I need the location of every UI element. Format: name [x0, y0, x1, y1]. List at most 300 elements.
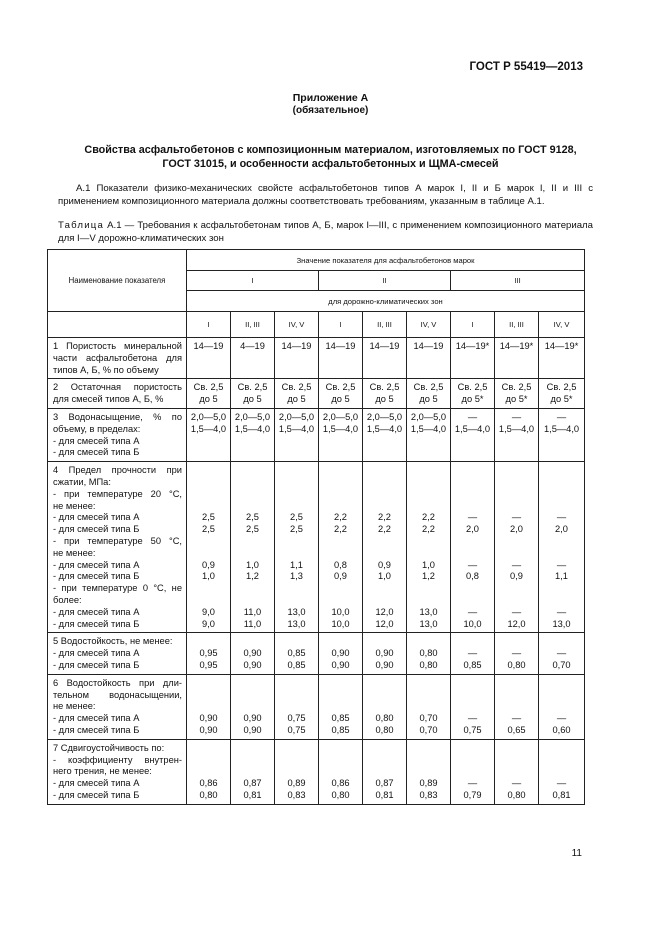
value-cell [187, 674, 231, 739]
cell-value: 0,89 [287, 778, 306, 789]
cell-value: 0,80 [375, 713, 394, 724]
cell-value [275, 536, 318, 548]
cell-value [407, 690, 450, 702]
cell-value: 1,5—4,0 [410, 423, 447, 434]
row-label [48, 633, 187, 674]
cell-value [495, 536, 538, 548]
cell-value [495, 595, 538, 607]
row-label-line: - для смесей типа А [53, 606, 140, 617]
value-cell [539, 633, 585, 674]
value-cell [407, 739, 451, 804]
cell-value [539, 755, 584, 767]
cell-value: 9,0 [202, 606, 215, 617]
cell-value [363, 477, 406, 489]
cell-value: 1,2 [422, 571, 435, 582]
zones-header: для дорожно-климатических зон [187, 291, 585, 312]
cell-value: 1,0 [202, 571, 215, 582]
cell-value: 14—19* [499, 341, 534, 351]
cell-value: 12,0 [507, 618, 526, 629]
cell-value: 11,0 [243, 618, 262, 629]
cell-value [187, 477, 230, 489]
cell-value [495, 583, 538, 595]
row-label-line: не менее: [53, 701, 96, 712]
cell-value [187, 465, 230, 477]
grade-header-3: III [451, 271, 585, 291]
cell-value [187, 536, 230, 548]
value-cell [495, 462, 539, 633]
table-caption [58, 219, 593, 245]
value-cell [319, 379, 363, 409]
cell-value: 9,0 [202, 618, 215, 629]
cell-value [231, 489, 274, 501]
requirements-table [47, 249, 585, 805]
row-label-line: более: [53, 594, 82, 605]
value-cell [495, 338, 539, 379]
cell-value: 0,90 [199, 724, 218, 735]
row-label-line: 2 Остаточная пористость [53, 382, 182, 393]
cell-value: 0,9 [510, 571, 523, 582]
zone-header: I [451, 312, 495, 338]
cell-value: 2,5 [246, 524, 259, 535]
annex-subtitle: (обязательное) [292, 105, 369, 116]
value-cell [407, 379, 451, 409]
cell-value [231, 595, 274, 607]
cell-value: 2,2 [378, 512, 391, 523]
cell-value: до 5 [243, 394, 262, 405]
row-label-line: - для смесей типа А [53, 559, 140, 570]
cell-value [319, 678, 362, 690]
row-label-line: 4 Предел прочности при [53, 465, 182, 476]
cell-value: 1,1 [290, 559, 303, 570]
cell-value: Св. 2,5 [546, 382, 577, 393]
cell-value [231, 465, 274, 477]
row-label-line: - для смесей типа Б [53, 524, 140, 535]
value-cell [275, 739, 319, 804]
cell-value [275, 701, 318, 713]
cell-value [187, 501, 230, 513]
cell-value: 0,80 [375, 724, 394, 735]
cell-value: 0,85 [331, 724, 350, 735]
value-cell [275, 674, 319, 739]
cell-value [231, 536, 274, 548]
value-cell [275, 462, 319, 633]
cell-value [451, 536, 494, 548]
cell-value: — [467, 606, 478, 617]
row-label-line: - для смесей типа Б [53, 724, 140, 735]
cell-value: 1,5—4,0 [234, 423, 271, 434]
cell-value: 2,5 [202, 524, 215, 535]
cell-value [407, 548, 450, 560]
cell-value [275, 548, 318, 560]
zone-header: II, III [231, 312, 275, 338]
cell-value: 0,90 [243, 724, 262, 735]
cell-value: 0,90 [375, 659, 394, 670]
value-cell [407, 674, 451, 739]
cell-value: 2,2 [378, 524, 391, 535]
cell-value: 13,0 [287, 618, 306, 629]
cell-value [407, 755, 450, 767]
main-title-line-1: Свойства асфальтобетонов с композиционным материалом, изготовляемых по ГОСТ 9128, [84, 144, 577, 156]
cell-value [495, 548, 538, 560]
cell-value [363, 766, 406, 778]
cell-value [187, 755, 230, 767]
cell-value: 2,0—5,0 [278, 411, 315, 422]
value-cell [187, 633, 231, 674]
row-label-line: него трения, не менее: [53, 766, 152, 777]
cell-value [231, 690, 274, 702]
value-cell [187, 338, 231, 379]
cell-value [407, 743, 450, 755]
row-label [48, 379, 187, 409]
cell-value: 2,5 [290, 524, 303, 535]
cell-value: Св. 2,5 [501, 382, 532, 393]
cell-value: — [467, 411, 478, 422]
cell-value [451, 548, 494, 560]
cell-value [231, 548, 274, 560]
value-cell [275, 408, 319, 461]
table-row [48, 633, 585, 674]
cell-value [451, 743, 494, 755]
cell-value: 1,5—4,0 [278, 423, 315, 434]
cell-value: — [511, 559, 522, 570]
cell-value: 2,0—5,0 [234, 411, 271, 422]
cell-value [451, 678, 494, 690]
cell-value: 0,80 [507, 789, 526, 800]
zone-header: II, III [363, 312, 407, 338]
cell-value [363, 595, 406, 607]
cell-value: 0,75 [287, 713, 306, 724]
row-label-line: - для смесей типа А [53, 713, 140, 724]
row-label-line: - для смесей типа А [53, 435, 140, 446]
cell-value [275, 489, 318, 501]
value-cell [451, 462, 495, 633]
cell-value [407, 701, 450, 713]
cell-value [451, 755, 494, 767]
cell-value [451, 489, 494, 501]
row-label-line: 1 Пористость минеральной [53, 341, 182, 351]
cell-value [319, 501, 362, 513]
cell-value: Св. 2,5 [369, 382, 400, 393]
grade-header-1: I [187, 271, 319, 291]
row-label [48, 408, 187, 461]
cell-value: — [556, 559, 567, 570]
cell-value: 1,5—4,0 [322, 423, 359, 434]
value-cell [231, 408, 275, 461]
cell-value [451, 690, 494, 702]
cell-value [539, 489, 584, 501]
cell-value: 0,90 [331, 648, 350, 659]
cell-value: 1,0 [378, 571, 391, 582]
cell-value: 0,90 [243, 713, 262, 724]
cell-value: 2,0 [555, 524, 568, 535]
row-label-line: - для смесей типа Б [53, 447, 140, 458]
cell-value: Св. 2,5 [325, 382, 356, 393]
value-cell [363, 338, 407, 379]
cell-value: 0,86 [199, 778, 218, 789]
cell-value: 0,8 [334, 559, 347, 570]
cell-value [231, 583, 274, 595]
cell-value [319, 548, 362, 560]
row-label-line: 6 Водостойкость при дли- [53, 677, 182, 688]
annex-title: Приложение А [292, 92, 369, 104]
cell-value: 0,70 [419, 724, 438, 735]
cell-value: — [511, 648, 522, 659]
cell-value [231, 477, 274, 489]
cell-value: 0,75 [463, 724, 482, 735]
cell-value: 4—19 [240, 341, 265, 351]
value-cell [275, 633, 319, 674]
cell-value [231, 636, 274, 648]
cell-value [495, 690, 538, 702]
table-caption-text: А.1 — Требования к асфальтобетонам типов А, Б, марок I—III, с применением композиционного материала для I—V дорожно-климатических зон [58, 220, 593, 244]
cell-value: 1,3 [290, 571, 303, 582]
cell-value: 1,5—4,0 [366, 423, 403, 434]
cell-value [539, 595, 584, 607]
cell-value [407, 583, 450, 595]
cell-value: — [556, 648, 567, 659]
value-cell [231, 379, 275, 409]
cell-value [539, 477, 584, 489]
cell-value [187, 690, 230, 702]
cell-value [539, 465, 584, 477]
cell-value [363, 583, 406, 595]
cell-value: — [467, 512, 478, 523]
value-cell [275, 338, 319, 379]
cell-value: 13,0 [419, 606, 438, 617]
cell-value [275, 477, 318, 489]
row-label-line: для смесей типов А, Б, % [53, 394, 164, 405]
value-cell [451, 739, 495, 804]
value-cell [275, 379, 319, 409]
cell-value: 0,90 [375, 648, 394, 659]
cell-value [363, 536, 406, 548]
cell-value [495, 636, 538, 648]
cell-value: 1,5—4,0 [498, 423, 535, 434]
cell-value: — [467, 713, 478, 724]
cell-value [495, 766, 538, 778]
cell-value: 10,0 [331, 618, 350, 629]
cell-value [539, 536, 584, 548]
row-label-line: типов А, Б, % по объему [53, 364, 159, 375]
cell-value: 11,0 [243, 606, 262, 617]
table-row [48, 379, 585, 409]
value-cell [451, 379, 495, 409]
cell-value: 0,85 [331, 713, 350, 724]
cell-value: — [556, 606, 567, 617]
cell-value [539, 690, 584, 702]
paragraph-a1: А.1 Показатели физико-механических свойсте асфальтобетонов типов А марок I, II и Б марок I, II и III с применением композиционного материала должны соответствовать требованиям, указанным в таблице А.1. [58, 183, 593, 207]
value-cell [407, 633, 451, 674]
cell-value [451, 501, 494, 513]
cell-value [231, 743, 274, 755]
table-caption-label: Таблица [58, 220, 105, 231]
cell-value [539, 548, 584, 560]
table-row [48, 462, 585, 633]
zone-header: IV, V [275, 312, 319, 338]
value-cell [231, 462, 275, 633]
cell-value: до 5 [419, 394, 438, 405]
cell-value: 14—19* [455, 341, 490, 351]
cell-value [363, 690, 406, 702]
value-cell [451, 338, 495, 379]
row-label-line: - для смесей типа А [53, 648, 140, 659]
table-row [48, 338, 585, 379]
main-title-line-2: ГОСТ 31015, и особенности асфальтобетонных и ЩМА-смесей [162, 158, 499, 170]
value-cell [451, 633, 495, 674]
cell-value [407, 595, 450, 607]
cell-value [495, 678, 538, 690]
cell-value: 1,5—4,0 [190, 423, 227, 434]
cell-value: Св. 2,5 [281, 382, 312, 393]
value-cell [495, 379, 539, 409]
cell-value: 0,95 [199, 659, 218, 670]
cell-value: — [511, 713, 522, 724]
cell-value [363, 701, 406, 713]
cell-value: 14—19* [544, 341, 579, 351]
cell-value: 2,0—5,0 [322, 411, 359, 422]
cell-value: 13,0 [552, 618, 571, 629]
cell-value [319, 636, 362, 648]
cell-value: — [467, 778, 478, 789]
cell-value [451, 766, 494, 778]
cell-value: 2,0—5,0 [366, 411, 403, 422]
value-cell [319, 408, 363, 461]
cell-value [275, 690, 318, 702]
cell-value: 1,0 [246, 559, 259, 570]
cell-value [275, 766, 318, 778]
cell-value [319, 766, 362, 778]
value-cell [407, 338, 451, 379]
value-cell [495, 674, 539, 739]
cell-value [275, 583, 318, 595]
cell-value [539, 583, 584, 595]
cell-value [451, 636, 494, 648]
cell-value: 0,80 [331, 789, 350, 800]
cell-value: 0,90 [199, 713, 218, 724]
cell-value: 2,5 [202, 512, 215, 523]
cell-value [363, 755, 406, 767]
cell-value [407, 465, 450, 477]
cell-value [187, 489, 230, 501]
cell-value [231, 501, 274, 513]
cell-value: 0,95 [199, 648, 218, 659]
value-cell [539, 674, 585, 739]
cell-value: — [467, 648, 478, 659]
cell-value: 0,80 [419, 648, 438, 659]
cell-value [451, 477, 494, 489]
cell-value: 2,2 [334, 512, 347, 523]
value-cell [539, 739, 585, 804]
table-row [48, 739, 585, 804]
main-title [0, 143, 661, 171]
zone-header: I [187, 312, 231, 338]
cell-value [319, 536, 362, 548]
cell-value: 14—19 [281, 341, 312, 351]
cell-value [407, 536, 450, 548]
cell-value: 0,80 [419, 659, 438, 670]
cell-value: Св. 2,5 [413, 382, 444, 393]
cell-value: 0,87 [243, 778, 262, 789]
value-cell [319, 739, 363, 804]
row-label-line: - для смесей типа Б [53, 789, 140, 800]
value-cell [407, 462, 451, 633]
cell-value: 1,0 [422, 559, 435, 570]
value-cell [231, 633, 275, 674]
cell-value: 0,81 [375, 789, 394, 800]
value-cell [495, 739, 539, 804]
cell-value: — [511, 778, 522, 789]
cell-value: 0,85 [287, 659, 306, 670]
value-cell [363, 739, 407, 804]
cell-value [319, 690, 362, 702]
cell-value [407, 678, 450, 690]
page-number: 11 [571, 848, 582, 859]
cell-value: 0,85 [287, 648, 306, 659]
row-label [48, 739, 187, 804]
cell-value [539, 766, 584, 778]
cell-value: 14—19 [413, 341, 444, 351]
cell-value [451, 701, 494, 713]
cell-value: 0,70 [419, 713, 438, 724]
cell-value [539, 501, 584, 513]
cell-value: — [556, 411, 567, 422]
cell-value: 12,0 [375, 606, 394, 617]
cell-value: 2,0 [510, 524, 523, 535]
cell-value [495, 465, 538, 477]
value-cell [231, 338, 275, 379]
row-label-line: - при температуре 0 °С, не [53, 583, 182, 594]
cell-value: 13,0 [419, 618, 438, 629]
cell-value: 1,2 [246, 571, 259, 582]
cell-value: 0,89 [419, 778, 438, 789]
row-label-line: 7 Сдвигоустойчивость по: [53, 742, 165, 753]
cell-value [187, 583, 230, 595]
cell-value [231, 766, 274, 778]
cell-value [187, 743, 230, 755]
cell-value [451, 595, 494, 607]
value-cell [187, 739, 231, 804]
cell-value [363, 548, 406, 560]
table-row [48, 408, 585, 461]
cell-value: 2,5 [290, 512, 303, 523]
cell-value [319, 701, 362, 713]
value-cell [363, 674, 407, 739]
cell-value: — [511, 411, 522, 422]
cell-value: Св. 2,5 [237, 382, 268, 393]
cell-value: 14—19 [325, 341, 356, 351]
cell-value: 0,79 [463, 789, 482, 800]
cell-value [275, 743, 318, 755]
cell-value: 0,83 [419, 789, 438, 800]
cell-value [187, 548, 230, 560]
cell-value: 0,80 [507, 659, 526, 670]
cell-value: до 5 [375, 394, 394, 405]
table-row [48, 674, 585, 739]
value-cell [187, 379, 231, 409]
value-cell [363, 408, 407, 461]
value-cell [451, 674, 495, 739]
cell-value [495, 755, 538, 767]
cell-value [451, 465, 494, 477]
cell-value [187, 678, 230, 690]
cell-value [319, 465, 362, 477]
cell-value [275, 678, 318, 690]
cell-value [319, 489, 362, 501]
cell-value [407, 636, 450, 648]
value-cell [363, 633, 407, 674]
value-cell [319, 674, 363, 739]
row-label-line: не менее: [53, 500, 96, 511]
